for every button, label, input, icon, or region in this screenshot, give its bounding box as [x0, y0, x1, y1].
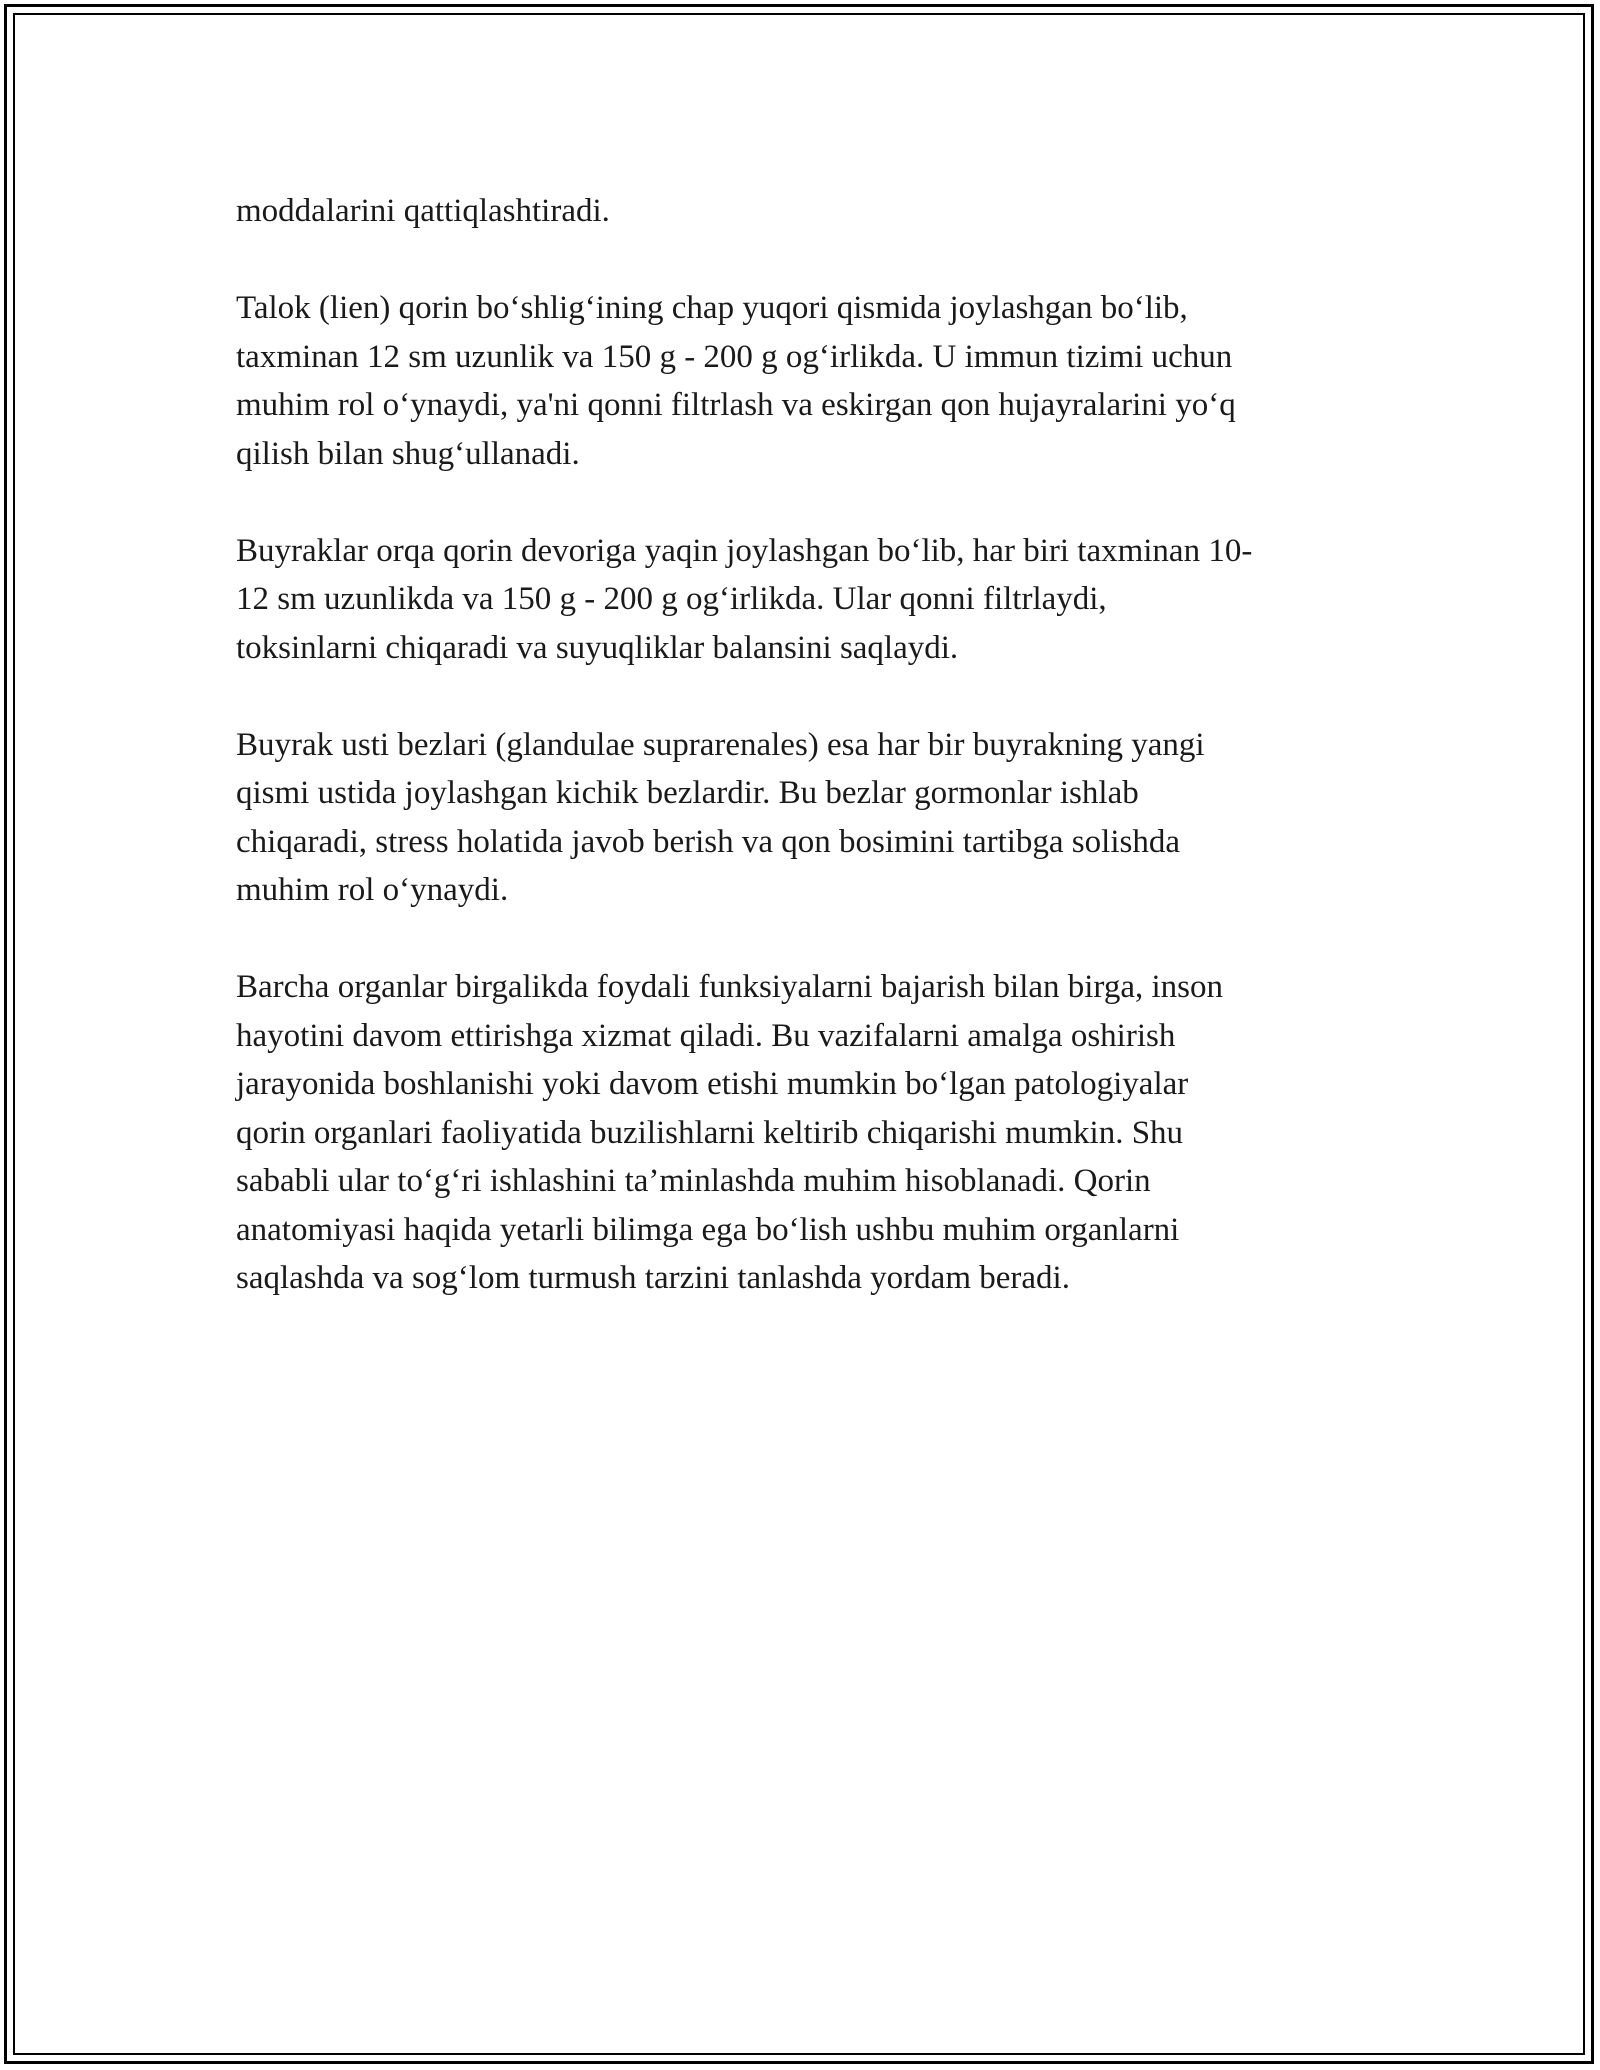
paragraph-adrenal-glands [236, 721, 1396, 915]
text-line: hayotini davom ettirishga xizmat qiladi. Bu vazifalarni amalga oshirish [236, 1017, 1176, 1054]
paragraph-spleen [236, 284, 1396, 478]
text-line: toksinlarni chiqaradi va suyuqliklar balansini saqlaydi. [236, 629, 959, 666]
paragraph-kidneys [236, 527, 1396, 673]
document-body [236, 187, 1396, 1351]
text-line: Buyraklar orqa qorin devoriga yaqin joylashgan bo‘lib, har biri taxminan 10- [236, 532, 1253, 569]
paragraph-continuation [236, 187, 1396, 236]
text-line: Barcha organlar birgalikda foydali funksiyalarni bajarish bilan birga, inson [236, 969, 1223, 1005]
text-line: muhim rol o‘ynaydi. [236, 872, 509, 908]
paragraph-conclusion [236, 963, 1396, 1303]
text-line: anatomiyasi haqida yetarli bilimga ega bo‘lish ushbu muhim organlarni [236, 1211, 1180, 1248]
text-line: qilish bilan shug‘ullanadi. [236, 435, 580, 472]
text-line: saqlashda va sog‘lom turmush tarzini tanlashda yordam beradi. [236, 1260, 1070, 1296]
text-line: Buyrak usti bezlari (glandulae suprarenales) esa har bir buyrakning yangi [236, 726, 1205, 763]
text-line: Talok (lien) qorin bo‘shlig‘ining chap yuqori qismida joylashgan bo‘lib, [236, 290, 1188, 326]
text-line: jarayonida boshlanishi yoki davom etishi mumkin bo‘lgan patologiyalar [236, 1066, 1189, 1102]
text-line: sababli ular to‘g‘ri ishlashini ta’minlashda muhim hisoblanadi. Qorin [236, 1163, 1151, 1199]
text-line: muhim rol o‘ynaydi, ya'ni qonni filtrlash va eskirgan qon hujayralarini yo‘q [236, 387, 1236, 423]
text-line: chiqaradi, stress holatida javob berish va qon bosimini tartibga solishda [236, 823, 1180, 860]
text-line: qismi ustida joylashgan kichik bezlardir. Bu bezlar gormonlar ishlab [236, 775, 1139, 811]
text-line: 12 sm uzunlikda va 150 g - 200 g og‘irlikda. Ular qonni filtrlaydi, [236, 581, 1107, 617]
text-line: taxminan 12 sm uzunlik va 150 g - 200 g og‘irlikda. U immun tizimi uchun [236, 338, 1233, 375]
text-line: qorin organlari faoliyatida buzilishlarni keltirib chiqarishi mumkin. Shu [236, 1114, 1184, 1151]
text-line: moddalarini qattiqlashtiradi. [236, 193, 610, 229]
